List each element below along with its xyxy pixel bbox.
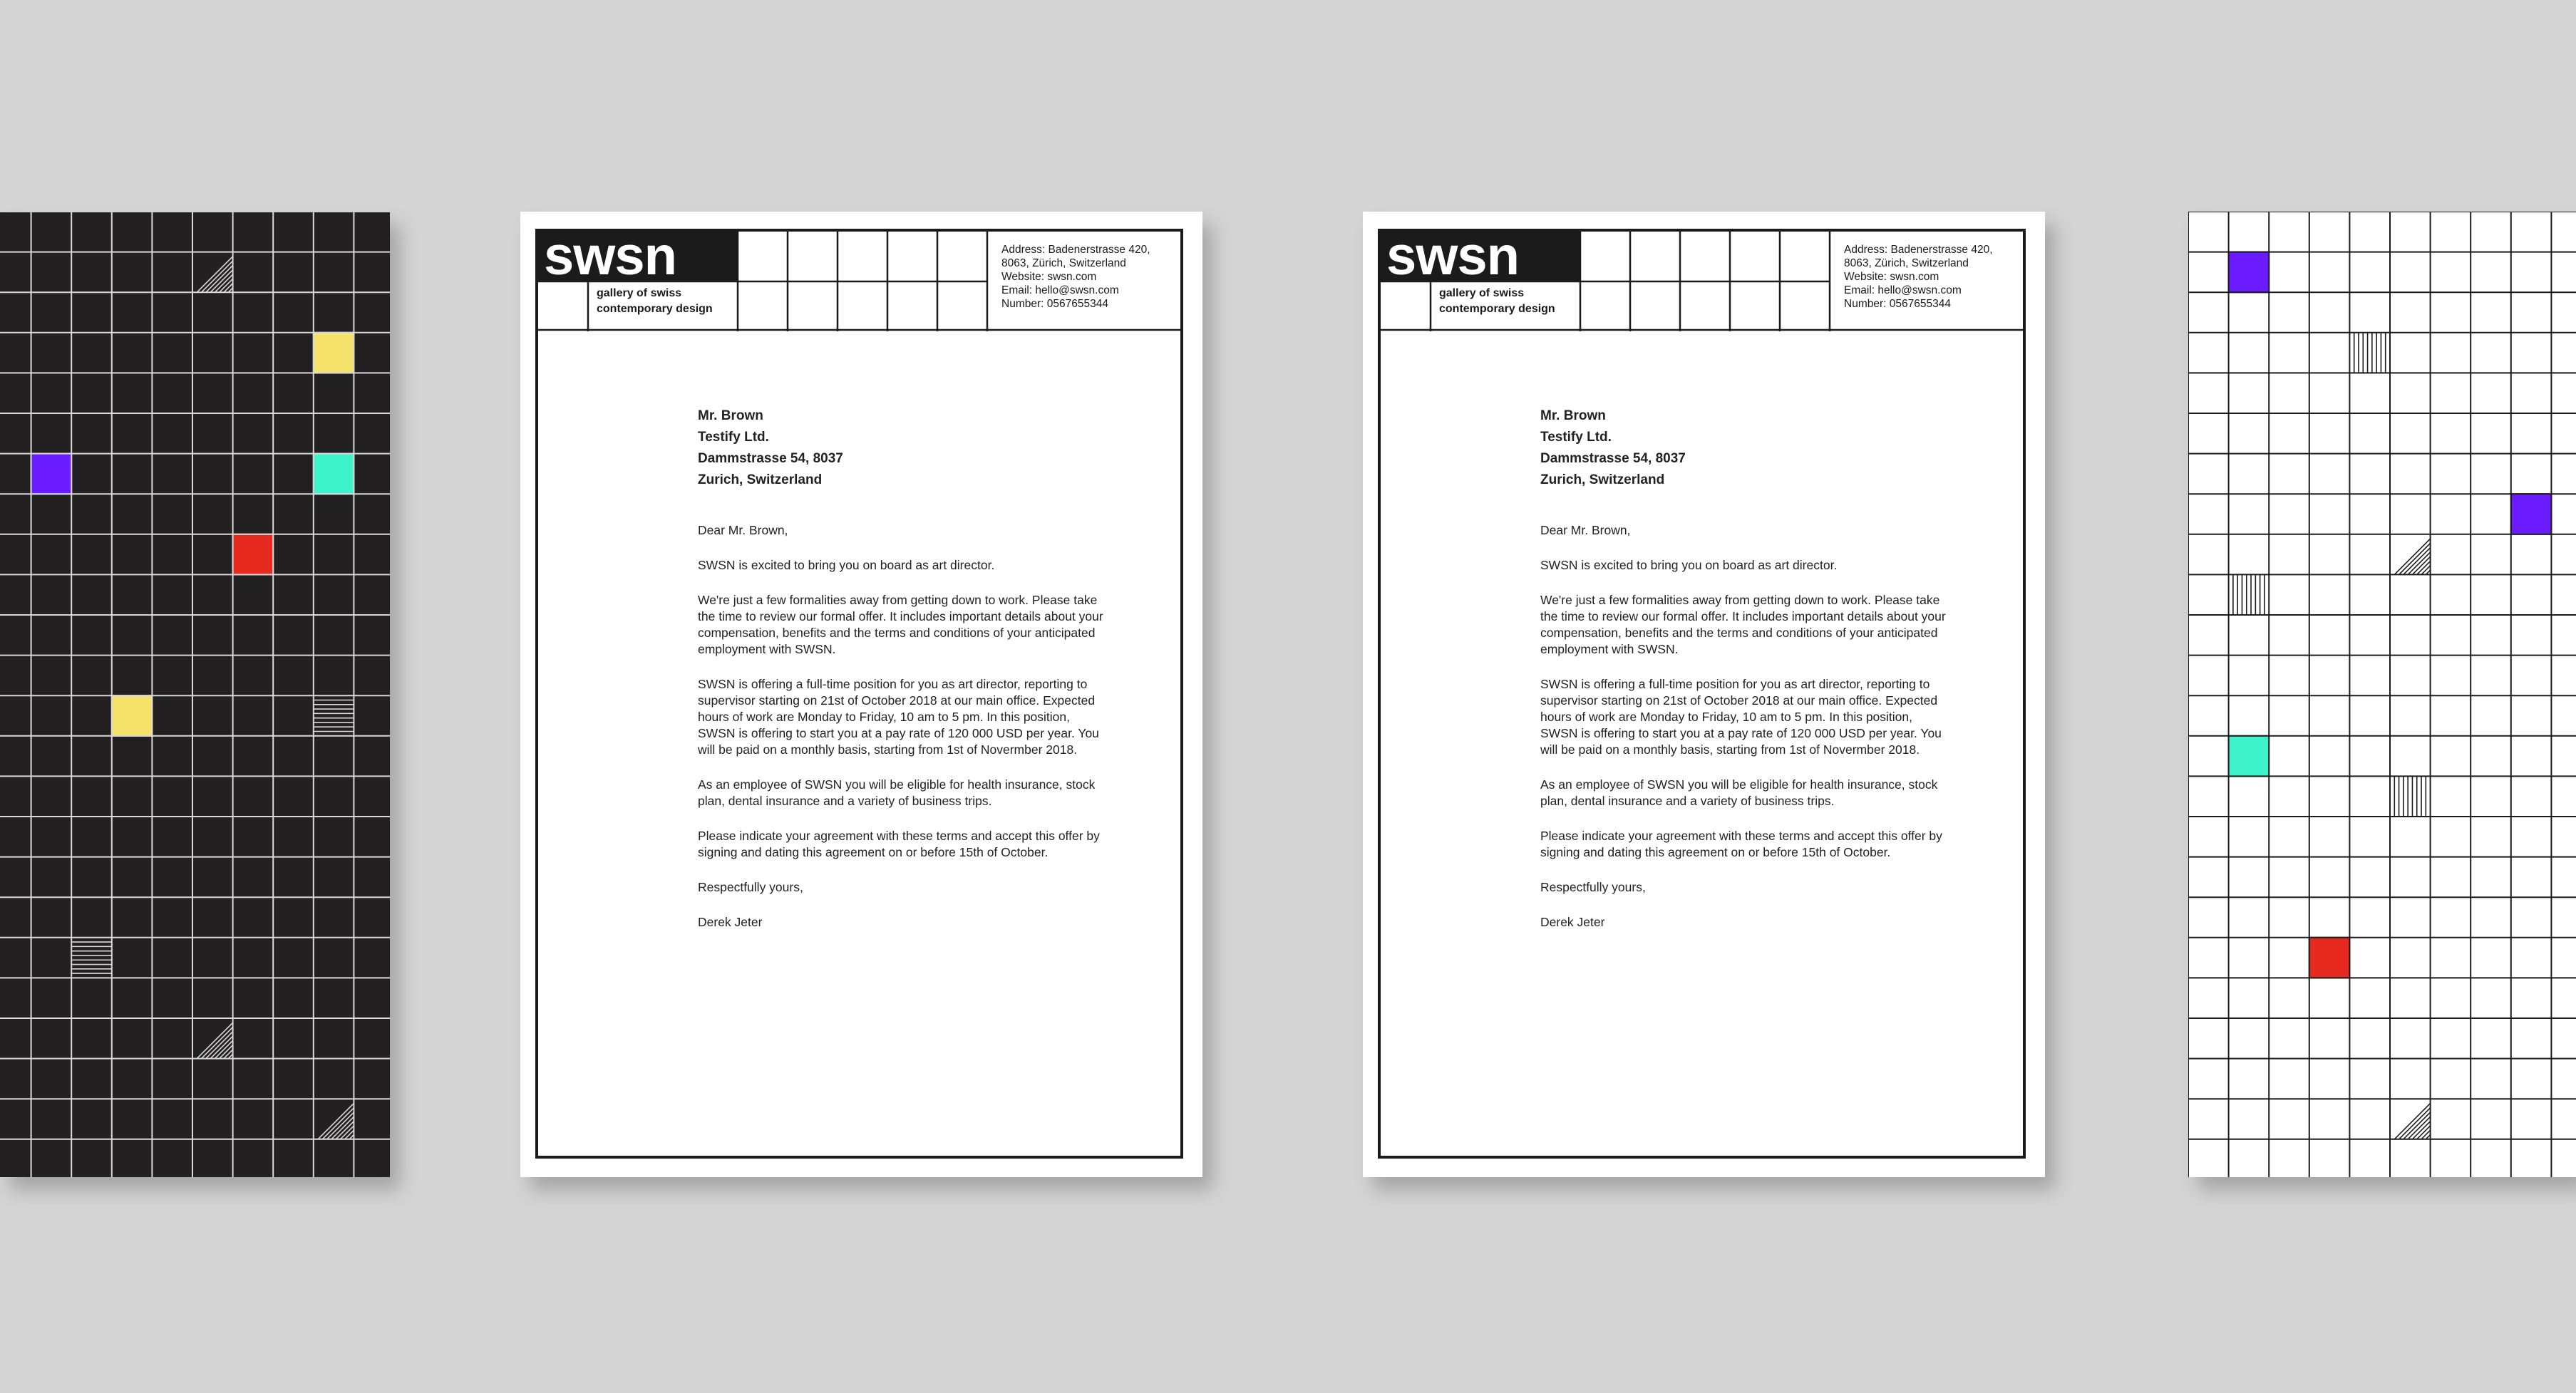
paragraph: As an employee of SWSN you will be eligible for health insurance, stock plan, dental insurance and a variety of business trips. xyxy=(1540,777,1938,808)
contact-block xyxy=(1001,243,1180,311)
tagline-line: contemporary design xyxy=(1439,303,1555,315)
salutation: Dear Mr. Brown, xyxy=(698,523,788,537)
salutation: Dear Mr. Brown, xyxy=(1540,523,1631,537)
contact-email: Email: hello@swsn.com xyxy=(1001,284,1119,296)
swsn-logo: swsn xyxy=(538,232,738,281)
dark-pattern-sheet xyxy=(0,212,390,1177)
sheet-background xyxy=(2188,212,2576,1177)
closing: Respectfully yours, xyxy=(698,880,803,894)
signature: Derek Jeter xyxy=(698,915,763,929)
closing: Respectfully yours, xyxy=(1540,880,1646,894)
accent-square xyxy=(233,534,274,575)
contact-address: Address: Badenerstrasse 420, xyxy=(1001,244,1150,256)
tagline xyxy=(1439,286,1575,317)
contact-city: 8063, Zürich, Switzerland xyxy=(1001,257,1126,269)
letterhead-sheet-right xyxy=(1363,212,2045,1177)
recipient-line: Zurich, Switzerland xyxy=(698,472,823,487)
recipient-line: Testify Ltd. xyxy=(698,430,769,445)
light-pattern-sheet xyxy=(2188,212,2576,1177)
accent-square xyxy=(112,695,153,736)
paragraph: SWSN is offering a full-time position for you as art director, reporting to supervisor starting on 21st of October 2018 at our main office. Expected hours of work are Monday to Friday, 10 am to 5 pm. In this position, SWSN is offering to start you at a pay rate of 120 000 USD per year. You will be paid on a monthly basis, starting from 1st of Novermber 2018. xyxy=(1540,677,1942,757)
tagline xyxy=(597,286,732,317)
tagline-line: gallery of swiss xyxy=(597,287,682,299)
contact-address: Address: Badenerstrasse 420, xyxy=(1844,244,1993,256)
accent-square xyxy=(2511,494,2552,534)
contact-city: 8063, Zürich, Switzerland xyxy=(1844,257,1969,269)
recipient-line: Zurich, Switzerland xyxy=(1540,472,1665,487)
letterhead-sheet-left xyxy=(520,212,1202,1177)
accent-square xyxy=(31,454,72,494)
contact-email: Email: hello@swsn.com xyxy=(1844,284,1962,296)
accent-square xyxy=(2309,938,2350,978)
light-grid-pattern xyxy=(2188,212,2576,1177)
paragraph: Please indicate your agreement with these terms and accept this offer by signing and dating this agreement on or before 15th of October. xyxy=(1540,829,1942,859)
dark-grid-pattern xyxy=(0,212,390,1177)
recipient-address xyxy=(1540,405,1947,491)
letter-body xyxy=(698,405,1104,949)
swsn-logo: swsn xyxy=(1381,232,1580,281)
paragraph: We're just a few formalities away from getting down to work. Please take the time to review our formal offer. It includes important details about your compensation, benefits and the terms and conditions of your anticipated employment with SWSN. xyxy=(698,593,1103,656)
accent-square xyxy=(314,333,354,373)
paragraph: We're just a few formalities away from getting down to work. Please take the time to review our formal offer. It includes important details about your compensation, benefits and the terms and conditions of your anticipated employment with SWSN. xyxy=(1540,593,1946,656)
accent-square xyxy=(2229,252,2270,293)
paragraph: As an employee of SWSN you will be eligible for health insurance, stock plan, dental insurance and a variety of business trips. xyxy=(698,777,1096,808)
recipient-line: Testify Ltd. xyxy=(1540,430,1612,445)
contact-website: Website: swsn.com xyxy=(1844,271,1939,283)
contact-website: Website: swsn.com xyxy=(1001,271,1097,283)
recipient-line: Mr. Brown xyxy=(1540,408,1606,423)
letter-frame xyxy=(1378,226,2026,1159)
accent-square xyxy=(2229,736,2270,777)
contact-number: Number: 0567655344 xyxy=(1844,298,1951,310)
letter-frame xyxy=(535,226,1183,1159)
paragraph: SWSN is excited to bring you on board as art director. xyxy=(1540,558,1838,572)
tagline-line: gallery of swiss xyxy=(1439,287,1525,299)
signature: Derek Jeter xyxy=(1540,915,1605,929)
contact-block xyxy=(1844,243,2022,311)
recipient-line: Dammstrasse 54, 8037 xyxy=(1540,451,1686,466)
recipient-line: Mr. Brown xyxy=(698,408,763,423)
paragraph: Please indicate your agreement with these terms and accept this offer by signing and dating this agreement on or before 15th of October. xyxy=(698,829,1100,859)
recipient-address xyxy=(698,405,1104,491)
accent-square xyxy=(314,454,354,494)
recipient-line: Dammstrasse 54, 8037 xyxy=(698,451,843,466)
paragraph: SWSN is excited to bring you on board as art director. xyxy=(698,558,995,572)
tagline-line: contemporary design xyxy=(597,303,713,315)
contact-number: Number: 0567655344 xyxy=(1001,298,1108,310)
paragraph: SWSN is offering a full-time position for you as art director, reporting to supervisor starting on 21st of October 2018 at our main office. Expected hours of work are Monday to Friday, 10 am to 5 pm. In this position, SWSN is offering to start you at a pay rate of 120 000 USD per year. You will be paid on a monthly basis, starting from 1st of Novermber 2018. xyxy=(698,677,1099,757)
letter-body xyxy=(1540,405,1947,949)
